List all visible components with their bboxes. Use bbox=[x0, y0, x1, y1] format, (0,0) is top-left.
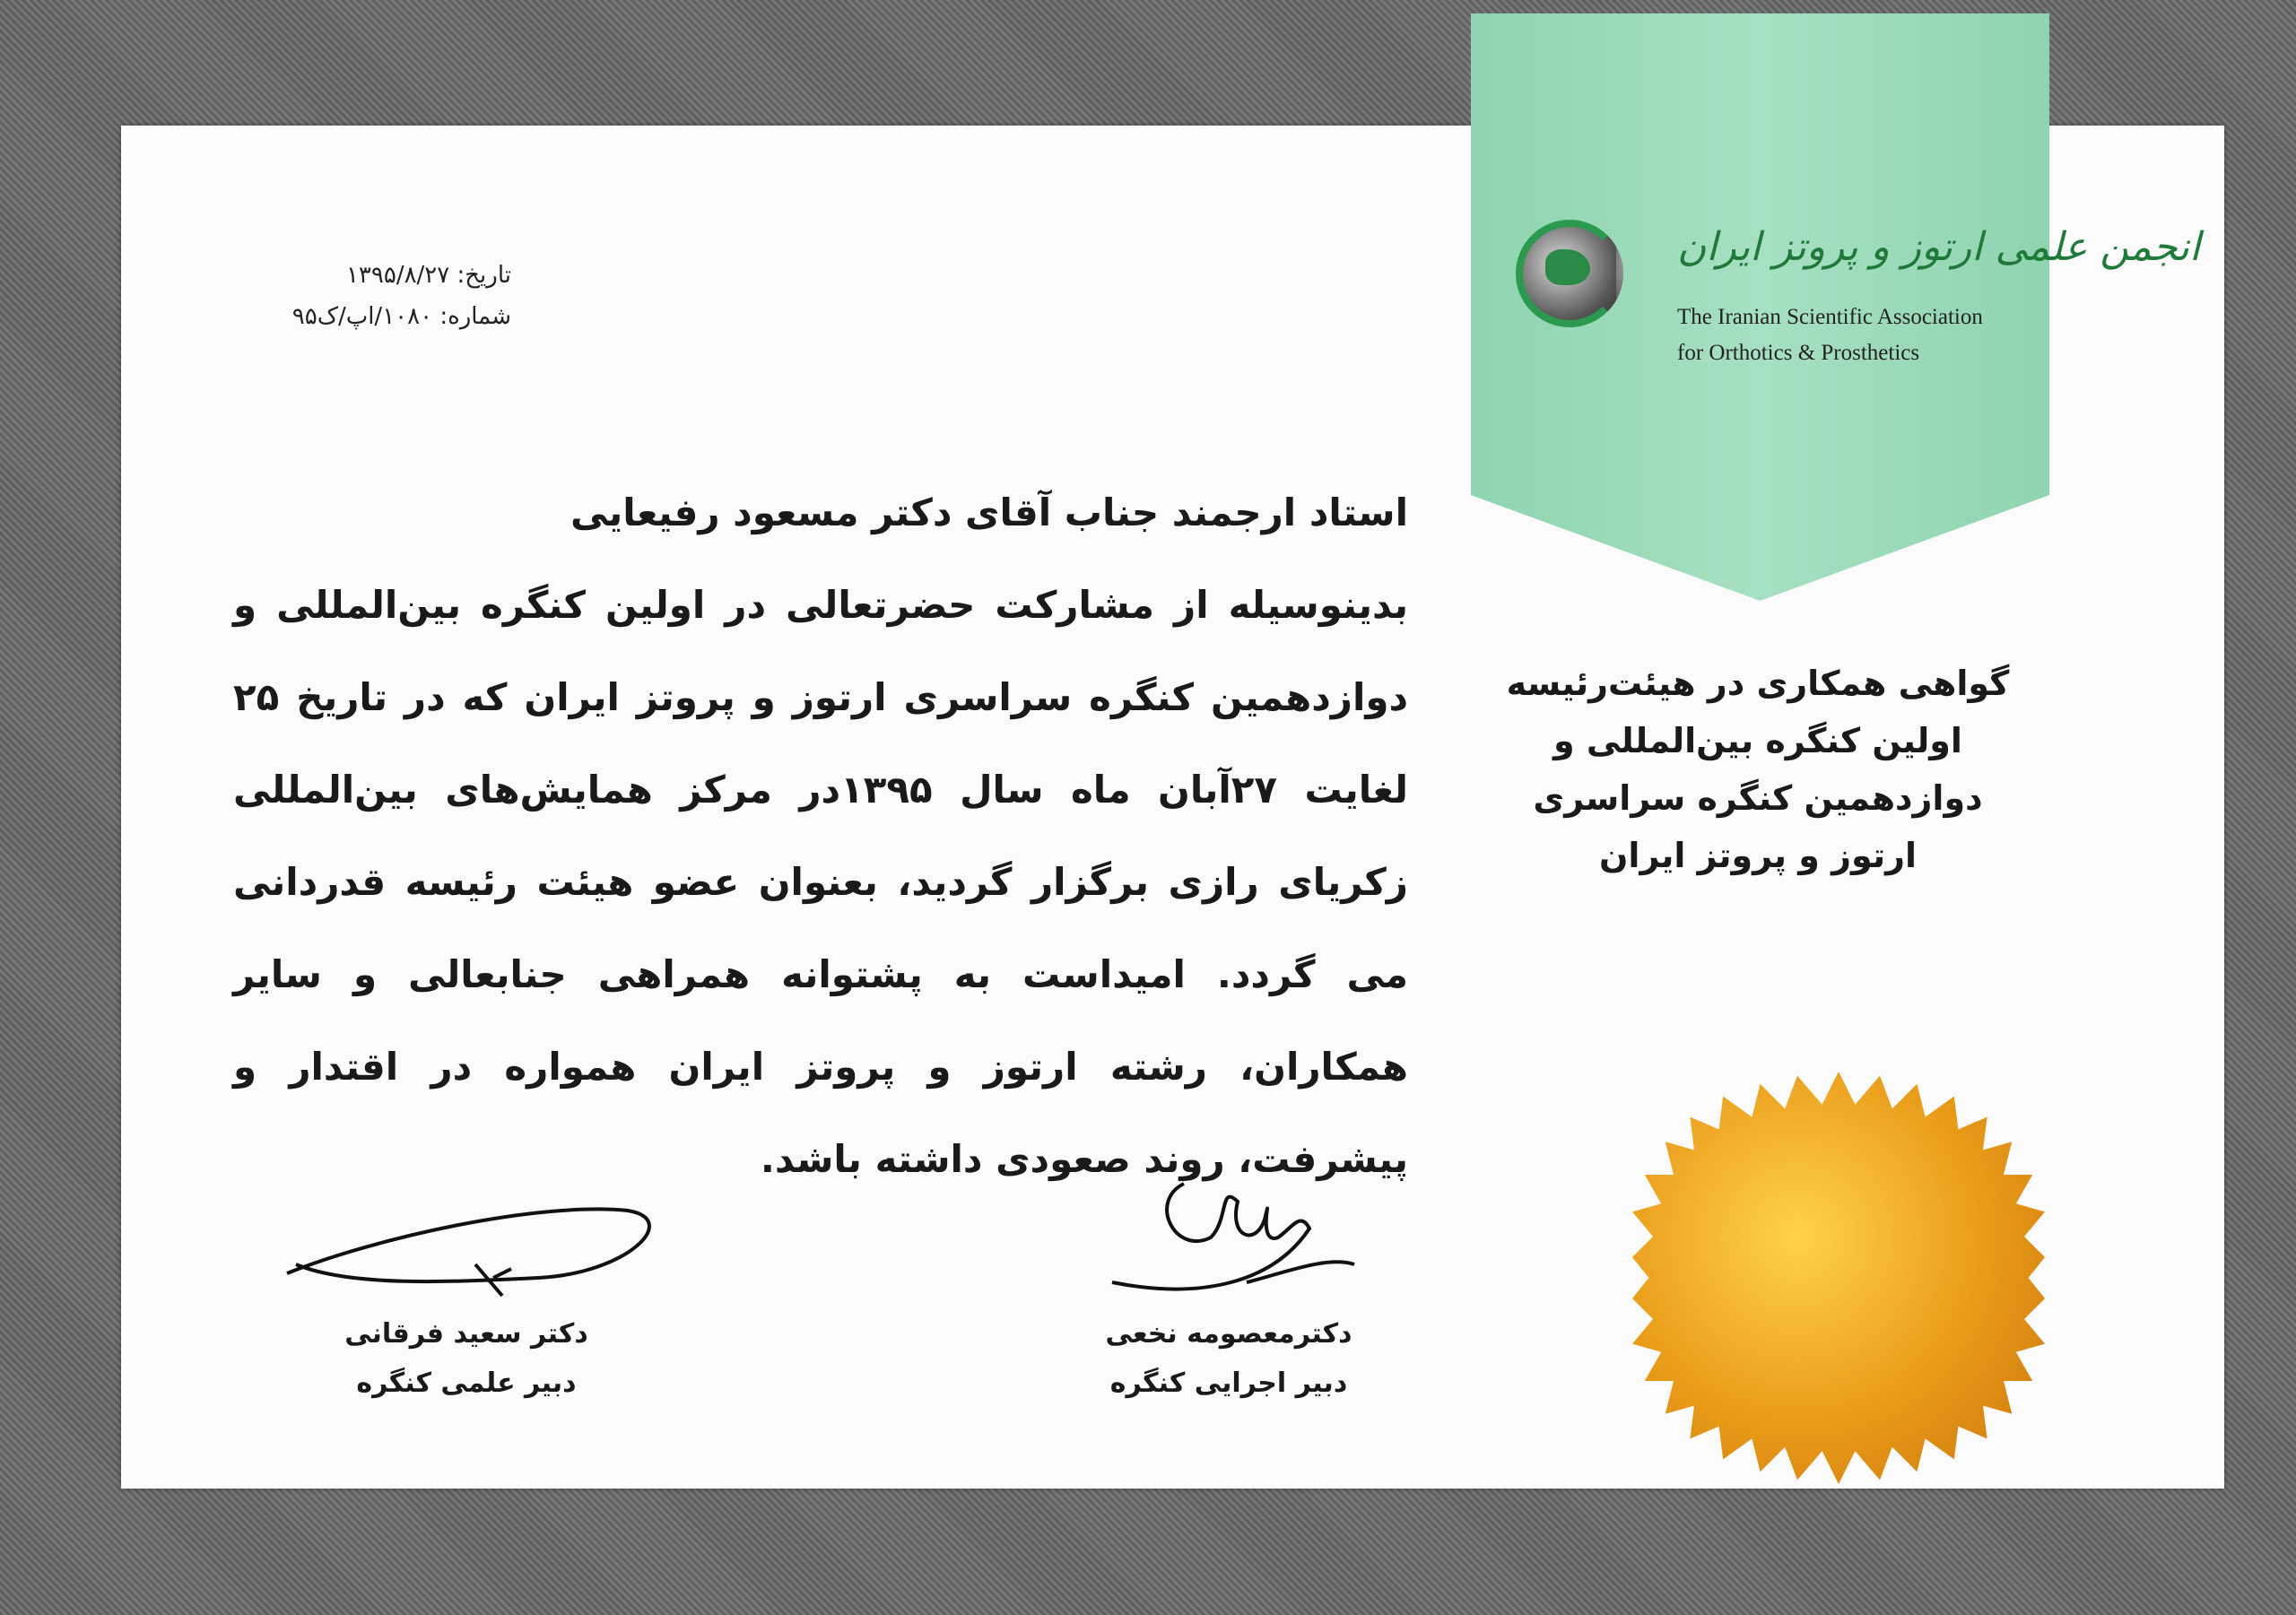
title-line: دوازدهمین کنگره سراسری bbox=[1533, 778, 1983, 818]
body-text: بدینوسیله از مشارکت حضرتعالی در اولین کنگره بین‌المللی و دوازدهمین کنگره سراسری ارتوز و پروتز ایران که در تاریخ ۲۵ لغایت ۲۷آبان ماه سال ۱۳۹۵در مرکز همایش‌های بین‌المللی زکریای رازی برگزار گردید، بعنوان عضو هیئت رئیسه قدردانی می گردد. امیداست به پشتوانه همراهی جنابعالی و سایر همکاران، رشته ارتوز و پروتز ایران همواره در اقتدار و پیشرفت، روند صعودی داشته باشد. bbox=[233, 583, 1408, 1181]
title-line: اولین کنگره بین‌المللی و bbox=[1553, 721, 1962, 760]
number-value: ۱۰۸۰/اپ/ک۹۵ bbox=[291, 303, 433, 330]
signature-mark bbox=[269, 1166, 664, 1318]
certificate-body bbox=[233, 466, 1408, 1205]
date-value: ۱۳۹۵/۸/۲۷ bbox=[345, 262, 450, 289]
signature-block-executive bbox=[1058, 1148, 1399, 1399]
gold-seal bbox=[1632, 1072, 2045, 1484]
number-line bbox=[269, 303, 511, 330]
logo-english-line1: The Iranian Scientific Association bbox=[1677, 305, 1983, 329]
signatory-name: دکترمعصومه نخعی bbox=[1105, 1318, 1352, 1350]
signatory-name: دکتر سعید فرقانی bbox=[344, 1318, 588, 1350]
certificate-title bbox=[1471, 655, 2045, 884]
title-line: ارتوز و پروتز ایران bbox=[1598, 836, 1917, 875]
signature-block-scientific bbox=[269, 1166, 664, 1399]
title-line: گواهی همکاری در هیئت‌رئیسه bbox=[1506, 664, 2010, 703]
logo-english-line2: for Orthotics & Prosthetics bbox=[1677, 341, 1920, 365]
signatory-role: دبیر اجرایی کنگره bbox=[1109, 1368, 1348, 1399]
signatory-role: دبیر علمی کنگره bbox=[356, 1368, 577, 1399]
number-label: شماره: bbox=[439, 303, 511, 330]
signature-mark bbox=[1058, 1148, 1399, 1318]
logo-persian-name: انجمن علمی ارتوز و پروتز ایران bbox=[1677, 224, 2201, 270]
globe-logo-icon bbox=[1516, 220, 1623, 327]
date-label: تاریخ: bbox=[457, 262, 511, 289]
date-line bbox=[269, 262, 511, 289]
salutation: استاد ارجمند جناب آقای دکتر مسعود رفیعایی bbox=[570, 491, 1408, 534]
